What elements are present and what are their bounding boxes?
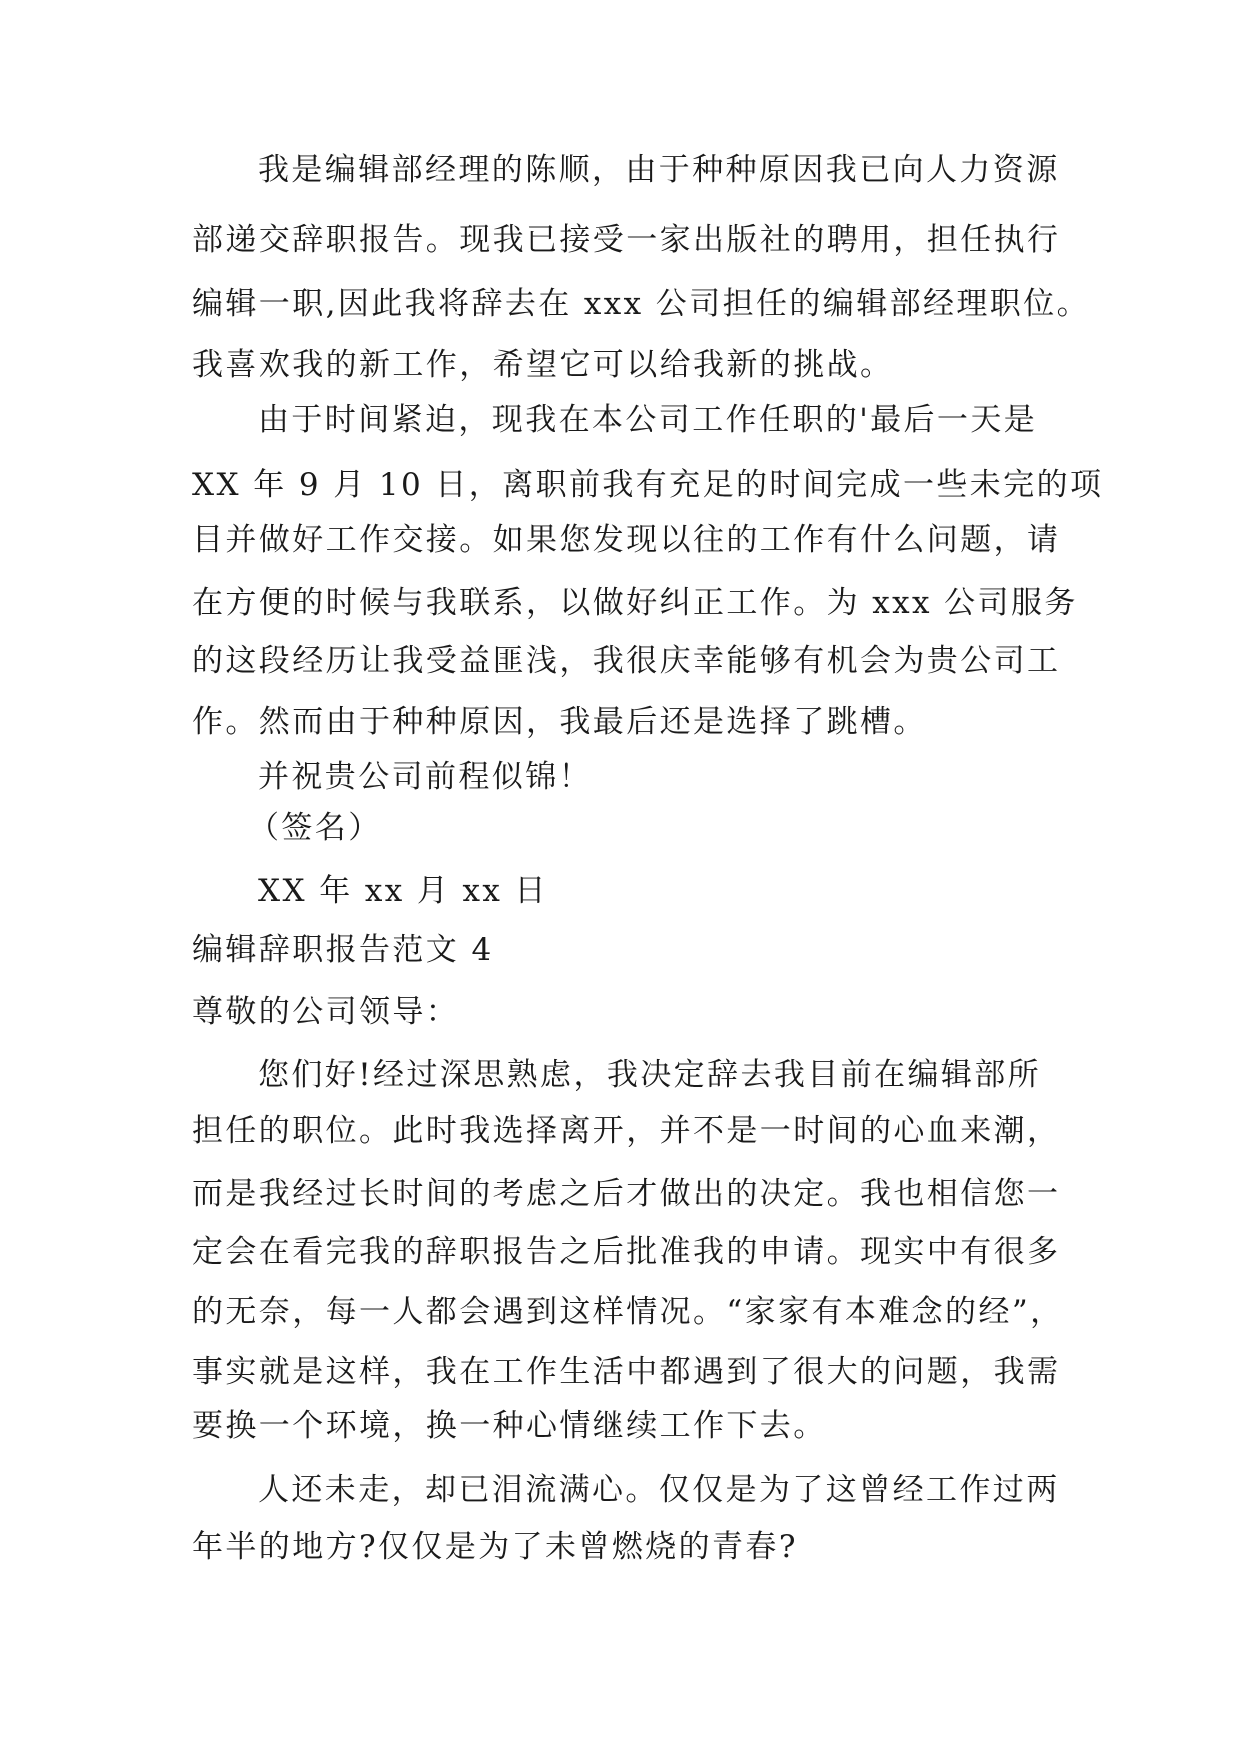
date: XX 年 xx 月 xx 日 — [258, 873, 548, 909]
paragraph-2-line-1: 由于时间紧迫，现我在本公司工作任职的'最后一天是 — [258, 402, 1038, 438]
paragraph-1-line-1: 我是编辑部经理的陈顺，由于种种原因我已向人力资源 — [258, 152, 1060, 188]
section-title: 编辑辞职报告范文 4 — [192, 932, 494, 968]
paragraph-3-line-5: 的无奈，每一人都会遇到这样情况。“家家有本难念的经”， — [192, 1294, 1064, 1330]
paragraph-2-line-5: 的这段经历让我受益匪浅，我很庆幸能够有机会为贵公司工 — [192, 643, 1061, 679]
paragraph-2-line-4: 在方便的时候与我联系，以做好纠正工作。为 xxx 公司服务 — [192, 585, 1078, 621]
paragraph-3-line-2: 担任的职位。此时我选择离开，并不是一时间的心血来潮， — [192, 1113, 1061, 1149]
paragraph-3-line-3: 而是我经过长时间的考虑之后才做出的决定。我也相信您一 — [192, 1176, 1061, 1212]
salutation: 尊敬的公司领导： — [192, 994, 460, 1030]
paragraph-3-line-4: 定会在看完我的辞职报告之后批准我的申请。现实中有很多 — [192, 1234, 1061, 1270]
paragraph-3-line-6: 事实就是这样，我在工作生活中都遇到了很大的问题，我需 — [192, 1354, 1061, 1390]
paragraph-3-line-1: 您们好!经过深思熟虑，我决定辞去我目前在编辑部所 — [258, 1057, 1042, 1093]
closing-wish: 并祝贵公司前程似锦！ — [258, 759, 592, 795]
paragraph-2-line-2: XX 年 9 月 10 日，离职前我有充足的时间完成一些未完的项 — [192, 467, 1104, 503]
paragraph-3-line-7: 要换一个环境，换一种心情继续工作下去。 — [192, 1408, 827, 1444]
signature: （签名） — [248, 810, 382, 846]
paragraph-2-line-6: 作。然而由于种种原因，我最后还是选择了跳槽。 — [192, 704, 927, 740]
paragraph-2-line-3: 目并做好工作交接。如果您发现以往的工作有什么问题，请 — [192, 522, 1061, 558]
paragraph-4-line-2: 年半的地方?仅仅是为了未曾燃烧的青春? — [192, 1529, 798, 1565]
paragraph-1-line-3: 编辑一职,因此我将辞去在 xxx 公司担任的编辑部经理职位。 — [192, 286, 1091, 322]
paragraph-1-line-4: 我喜欢我的新工作，希望它可以给我新的挑战。 — [192, 347, 894, 383]
paragraph-4-line-1: 人还未走，却已泪流满心。仅仅是为了这曾经工作过两 — [258, 1472, 1060, 1508]
paragraph-1-line-2: 部递交辞职报告。现我已接受一家出版社的聘用，担任执行 — [192, 222, 1061, 258]
